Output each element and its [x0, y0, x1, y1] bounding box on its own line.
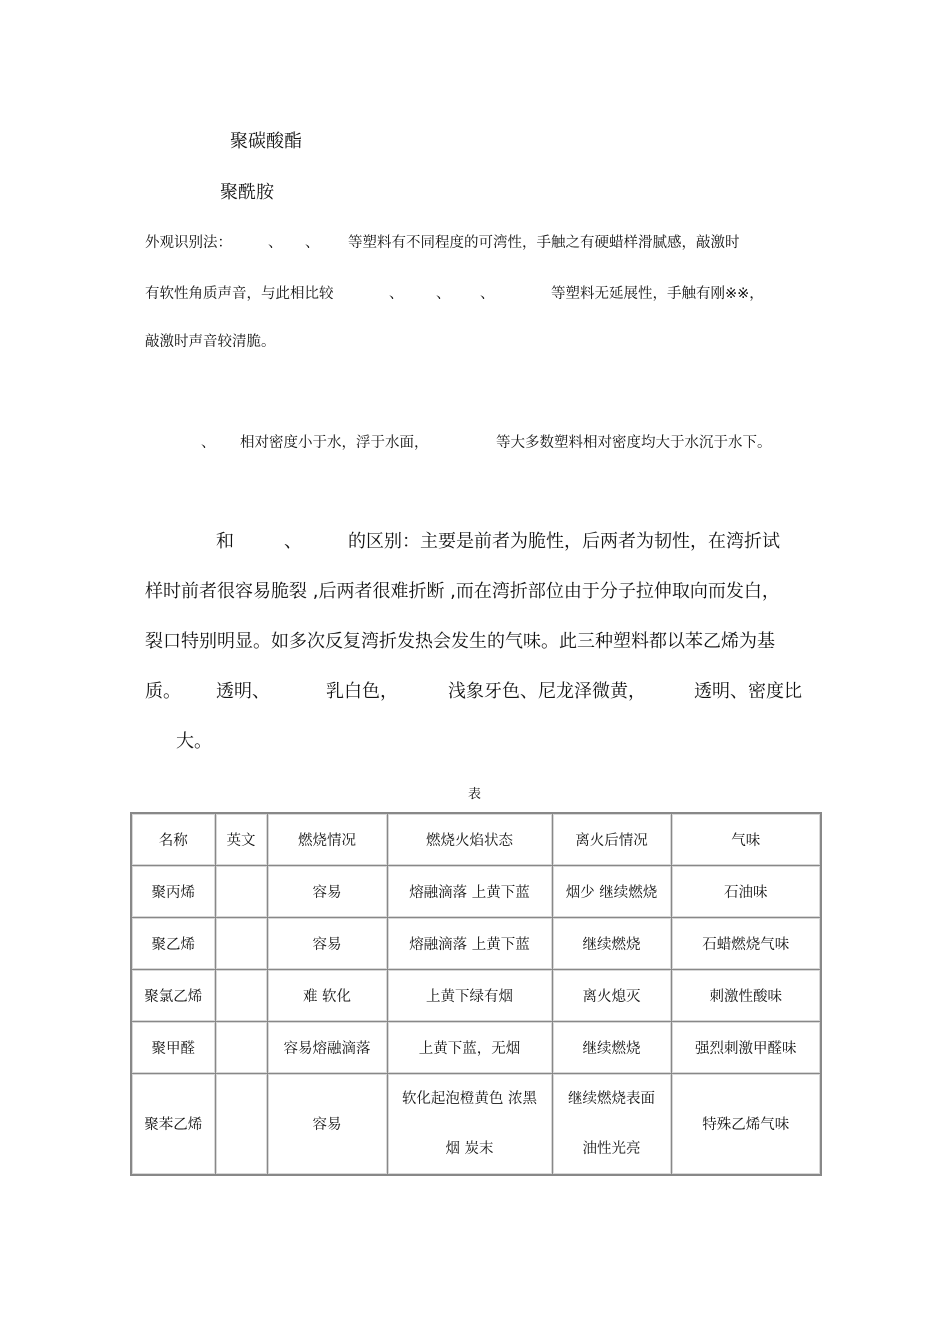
distinction-sep: 、 — [284, 531, 302, 552]
appearance-sep: 、 — [305, 235, 320, 251]
cell-burn: 容易 — [267, 865, 387, 917]
table-row — [131, 1021, 821, 1073]
appearance-sep: 、 — [480, 286, 495, 302]
cell-flame: 熔融滴落 上黄下蓝 — [387, 917, 552, 969]
distinction-line1-tail: 的区别：主要是前者为脆性，后两者为韧性，在湾折试 — [348, 531, 780, 552]
cell-burn: 容易 — [267, 917, 387, 969]
cell-after-fire — [552, 1073, 671, 1175]
cell-flame — [387, 1073, 552, 1175]
cell-name: 聚苯乙烯 — [131, 1073, 215, 1175]
density-part2: 等大多数塑料相对密度均大于水沉于水下。 — [496, 435, 772, 451]
distinction-line4-e: 透明、密度比 — [694, 681, 802, 702]
appearance-line2-head: 有软性角质声音，与此相比较 — [145, 286, 334, 302]
appearance-sep: 、 — [268, 235, 283, 251]
table-row — [131, 917, 821, 969]
table-row — [131, 969, 821, 1021]
heading-polycarbonate: 聚碳酸酯 — [230, 131, 302, 152]
distinction-line4-c: 乳白色， — [326, 681, 398, 702]
distinction-line2: 样时前者很容易脆裂 ,后两者很难折断 ,而在湾折部位由于分子拉伸取向而发白， — [145, 581, 780, 602]
column-header: 气味 — [671, 813, 821, 865]
cell-smell: 刺激性酸味 — [671, 969, 821, 1021]
distinction-line4-a: 质。 — [145, 681, 181, 702]
column-header: 燃烧情况 — [267, 813, 387, 865]
distinction-line4-b: 透明、 — [216, 681, 270, 702]
cell-english — [215, 969, 267, 1021]
cell-flame: 熔融滴落 上黄下蓝 — [387, 865, 552, 917]
column-header: 离火后情况 — [552, 813, 671, 865]
cell-name: 聚甲醛 — [131, 1021, 215, 1073]
appearance-sep: 、 — [389, 286, 404, 302]
cell-after-fire-line1: 继续燃烧表面 — [568, 1090, 655, 1107]
cell-smell: 强烈刺激甲醛味 — [671, 1021, 821, 1073]
cell-flame: 上黄下绿有烟 — [387, 969, 552, 1021]
cell-smell: 石蜡燃烧气味 — [671, 917, 821, 969]
cell-english — [215, 865, 267, 917]
distinction-line3: 裂口特别明显。如多次反复湾折发热会发生的气味。此三种塑料都以苯乙烯为基 — [145, 631, 775, 652]
cell-burn: 容易熔融滴落 — [267, 1021, 387, 1073]
plastic-burning-table — [130, 812, 822, 1176]
cell-smell: 特殊乙烯气味 — [671, 1073, 821, 1175]
cell-name: 聚丙烯 — [131, 865, 215, 917]
heading-polyamide: 聚酰胺 — [220, 182, 274, 203]
cell-burn: 难 软化 — [267, 969, 387, 1021]
cell-english — [215, 1073, 267, 1175]
cell-name: 聚乙烯 — [131, 917, 215, 969]
cell-after-fire: 继续燃烧 — [552, 1021, 671, 1073]
cell-flame-line2: 烟 炭末 — [445, 1140, 494, 1157]
cell-after-fire: 烟少 继续燃烧 — [552, 865, 671, 917]
cell-flame-line1: 软化起泡橙黄色 浓黑 — [401, 1090, 538, 1107]
appearance-line2-tail: 等塑料无延展性，手触有刚※※， — [551, 286, 764, 302]
appearance-label: 外观识别法： — [145, 235, 232, 251]
column-header: 燃烧火焰状态 — [387, 813, 552, 865]
appearance-line1-tail: 等塑料有不同程度的可湾性，手触之有硬蜡样滑腻感，敲激时 — [348, 235, 740, 251]
appearance-line3: 敲激时声音较清脆。 — [145, 334, 276, 350]
distinction-line5: 大。 — [176, 731, 212, 752]
table-row — [131, 1073, 821, 1175]
density-part1: 相对密度小于水，浮于水面， — [240, 435, 429, 451]
cell-after-fire: 继续燃烧 — [552, 917, 671, 969]
cell-burn: 容易 — [267, 1073, 387, 1175]
table-caption: 表 — [468, 787, 482, 802]
cell-name: 聚氯乙烯 — [131, 969, 215, 1021]
appearance-sep: 、 — [436, 286, 451, 302]
table-header-row — [131, 813, 821, 865]
density-sep: 、 — [201, 435, 216, 451]
cell-after-fire-line2: 油性光亮 — [582, 1140, 641, 1157]
cell-english — [215, 1021, 267, 1073]
column-header: 英文 — [215, 813, 267, 865]
distinction-line4-d: 浅象牙色、尼龙泽微黄， — [448, 681, 646, 702]
cell-english — [215, 917, 267, 969]
column-header: 名称 — [131, 813, 215, 865]
distinction-word-and: 和 — [216, 531, 234, 552]
cell-after-fire: 离火熄灭 — [552, 969, 671, 1021]
cell-flame: 上黄下蓝，无烟 — [387, 1021, 552, 1073]
cell-smell: 石油味 — [671, 865, 821, 917]
table-row — [131, 865, 821, 917]
